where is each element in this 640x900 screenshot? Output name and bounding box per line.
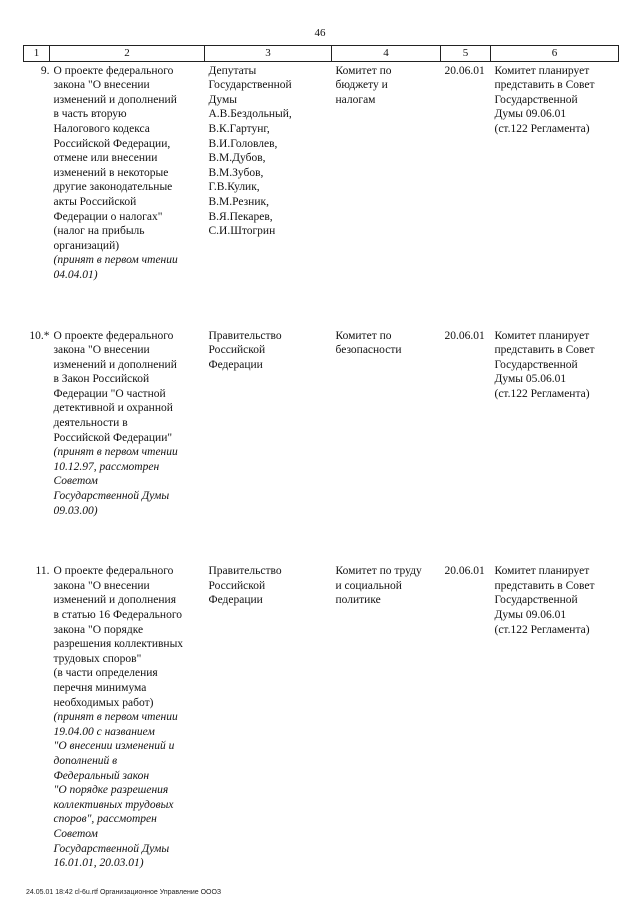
column-number-header-row [24,46,619,62]
author-line: Правительство [208,565,282,578]
committee-line: и социальной [335,579,402,592]
bill-table [23,45,619,871]
status-line: Советом [53,827,98,840]
bill-row [24,562,619,870]
plan-line: представить в Совет [494,579,595,592]
status-line: дополнений в [53,754,118,767]
plan-cell [491,327,619,519]
plan-line: (ст.122 Регламента) [494,623,590,636]
author-line: Депутаты [208,64,257,77]
author-line: Российской [208,579,266,592]
author-cell [205,327,332,519]
status-line: коллективных трудовых [53,798,174,811]
title-line: в Закон Российской [53,373,150,386]
row-number: 9. [40,64,50,77]
status-line: 19.04.00 с названием [53,725,155,738]
title-line: акты Российской [53,195,137,208]
title-line: детективной и охранной [53,402,173,415]
page-number: 46 [314,27,326,39]
plan-line: представить в Совет [494,344,595,357]
plan-line: Думы 05.06.01 [494,373,567,386]
title-line: изменений и дополнений [53,93,177,106]
bill-row [24,61,619,282]
title-line: Налогового кодекса [53,122,150,135]
committee-cell [332,562,441,870]
title-line: О проекте федерального [53,64,174,77]
status-line: споров", рассмотрен [53,813,157,826]
row-number: 10.* [29,329,50,342]
title-line: О проекте федерального [53,565,174,578]
status-line: (принят в первом чтении [53,254,178,267]
committee-line: политике [335,594,381,607]
date-cell: 20.06.01 [444,329,485,342]
title-line: О проекте федерального [53,329,174,342]
title-line: разрешения коллективных [53,638,184,651]
plan-cell [491,61,619,282]
plan-line: Комитет планирует [494,64,590,77]
committee-cell [332,327,441,519]
row-spacer [24,283,619,327]
author-line: В.И.Головлев, [208,137,278,150]
author-line: В.М.Резник, [208,195,269,208]
title-line: закона "О порядке [53,623,144,636]
author-line: Федерации [208,358,263,371]
status-line: (принят в первом чтении [53,446,178,459]
bill-title-cell [50,327,205,519]
status-line: 10.12.97, рассмотрен [53,460,160,473]
status-line: Государственной Думы [53,842,170,855]
author-line: В.К.Гартунг, [208,122,270,135]
bill-row [24,327,619,519]
committee-line: Комитет по труду [335,565,422,578]
title-line: изменений и дополнения [53,594,176,607]
spacer-cell [24,283,619,327]
plan-line: Государственной [494,594,578,607]
title-line: Российской Федерации, [53,137,171,150]
author-line: С.И.Штогрин [208,225,276,238]
column-header: 6 [491,46,619,62]
footer-file-info: 24.05.01 18:42 cl-6u.rtf Организационное Управление ОООЗ [26,889,222,896]
author-cell [205,562,332,870]
title-line: Российской Федерации" [53,431,173,444]
status-line: Государственной Думы [53,490,170,503]
date-cell: 20.06.01 [444,64,485,77]
column-header: 4 [332,46,441,62]
title-line: организаций) [53,239,120,252]
author-line: Правительство [208,329,282,342]
plan-line: Государственной [494,358,578,371]
column-header: 3 [205,46,332,62]
title-line: закона "О внесении [53,344,150,357]
title-line: Федерации "О частной [53,387,166,400]
status-line: Советом [53,475,98,488]
row-number: 11. [35,565,50,578]
author-line: А.В.Бездольный, [208,108,292,121]
title-line: в статью 16 Федерального [53,609,183,621]
column-header: 5 [441,46,491,62]
title-line: закона "О внесении [53,79,150,92]
status-line: "О порядке разрешения [53,784,169,797]
title-line: (в части определения [53,667,158,680]
status-line: "О внесении изменений и [53,740,175,753]
title-line: закона "О внесении [53,579,150,592]
author-line: В.М.Дубов, [208,152,266,165]
title-line: необходимых работ) [53,696,154,709]
committee-line: безопасности [335,344,402,357]
author-line: В.М.Зубов, [208,166,264,179]
title-line: изменений и дополнений [53,358,177,371]
author-line: Федерации [208,594,263,607]
author-line: В.Я.Пекарев, [208,210,273,223]
column-header: 1 [24,46,50,62]
title-line: перечня минимума [53,681,147,694]
row-spacer [24,518,619,562]
bill-title-cell [50,61,205,282]
date-cell: 20.06.01 [444,565,485,578]
plan-line: представить в Совет [494,79,595,92]
status-line: 16.01.01, 20.03.01) [53,857,144,870]
title-line: в часть вторую [53,108,127,121]
committee-line: Комитет по [335,64,392,77]
status-line: Федеральный закон [53,769,150,782]
committee-line: Комитет по [335,329,392,342]
title-line: трудовых споров" [53,652,142,665]
title-line: другие законодательные [53,181,173,194]
title-line: Федерации о налогах" [53,210,163,223]
plan-line: Комитет планирует [494,565,590,578]
author-line: Думы [208,93,237,106]
bill-title-cell [50,562,205,870]
committee-line: бюджету и [335,79,388,92]
column-header: 2 [50,46,205,62]
plan-cell [491,562,619,870]
status-line: 09.03.00) [53,504,98,517]
author-line: Г.В.Кулик, [208,181,260,194]
plan-line: (ст.122 Регламента) [494,387,590,400]
spacer-cell [24,518,619,562]
status-line: (принят в первом чтении [53,711,178,724]
plan-line: Комитет планирует [494,329,590,342]
author-line: Государственной [208,79,292,92]
plan-line: Думы 09.06.01 [494,609,567,621]
committee-cell [332,61,441,282]
status-line: 04.04.01) [53,268,98,281]
author-cell [205,61,332,282]
plan-line: Думы 09.06.01 [494,108,567,121]
title-line: деятельности в [53,417,128,430]
plan-line: Государственной [494,93,578,106]
title-line: изменений в некоторые [53,166,169,179]
title-line: отмене или внесении [53,152,158,165]
author-line: Российской [208,344,266,357]
title-line: (налог на прибыль [53,225,145,238]
plan-line: (ст.122 Регламента) [494,122,590,135]
committee-line: налогам [335,93,376,106]
